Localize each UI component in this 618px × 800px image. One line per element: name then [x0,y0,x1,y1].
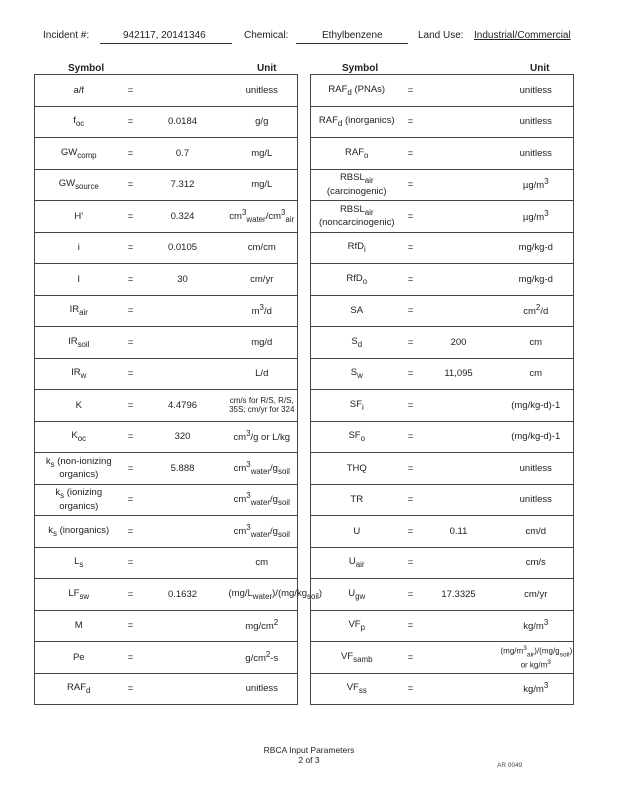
left-table-row [35,138,298,170]
right-table-row [311,232,574,264]
left-row-equals: = [123,327,139,359]
right-row-value [419,421,499,453]
left-row-equals: = [123,421,139,453]
right-row-value: 17.3325 [419,579,499,611]
right-row-symbol: $S_d$ [311,327,403,359]
right-table-row [311,453,574,485]
right-row-symbol: THQ [311,453,403,485]
left-row-unit: mg/L [227,169,298,201]
left-row-symbol: $LF_{sw}$ [35,579,123,611]
left-row-symbol: $IR_{air}$ [35,295,123,327]
right-row-symbol: $U_{gw}$ [311,579,403,611]
right-table-row [311,358,574,390]
footer-page: 2 of 3 [298,755,320,765]
right-row-equals: = [403,453,419,485]
chemical-label: Chemical: [244,30,289,41]
right-row-symbol: $S_w$ [311,358,403,390]
left-row-value: 5.888 [139,453,227,485]
left-row-symbol: Pe [35,642,123,674]
left-row-value: 0.0184 [139,106,227,138]
right-row-value [419,673,499,705]
right-row-equals: = [403,484,419,516]
landuse-label: Land Use: [418,30,464,41]
left-row-symbol: M [35,610,123,642]
left-row-equals: = [123,232,139,264]
right-row-symbol: $VF_{samb}$ [311,642,403,674]
right-row-equals: = [403,75,419,107]
right-table-row [311,516,574,548]
left-row-unit: cm/s for R/S, R/S, 35S; cm/yr for 324 [227,390,298,422]
right-row-value [419,642,499,674]
left-row-value [139,516,227,548]
left-row-unit: cm/yr [227,264,298,296]
left-row-unit: unitless [227,673,298,705]
left-row-symbol: $L_s$ [35,547,123,579]
left-parameter-table [34,74,323,705]
left-row-unit: $mg/cm^2$ [227,610,298,642]
right-row-unit: $kg/m^3$ [499,610,574,642]
left-row-equals: = [123,516,139,548]
right-row-unit: cm/yr [499,579,574,611]
left-table-row [35,169,298,201]
left-row-symbol: $k_s$ (non-ionizing organics) [35,453,123,485]
right-row-value [419,484,499,516]
left-table-row [35,264,298,296]
right-row-value [419,232,499,264]
right-row-value [419,264,499,296]
left-row-symbol: H' [35,201,123,233]
left-row-value [139,75,227,107]
left-row-equals: = [123,579,139,611]
right-row-unit: unitless [499,138,574,170]
left-row-unit: $cm^3_{water}/g_{soil}$ [227,516,298,548]
left-row-equals: = [123,358,139,390]
left-table-row [35,579,298,611]
left-row-symbol: $IR_w$ [35,358,123,390]
right-row-symbol: $RBSL_{air}$ (noncarcinogenic) [311,201,403,233]
right-row-unit: cm/s [499,547,574,579]
right-row-equals: = [403,327,419,359]
left-row-equals: = [123,453,139,485]
left-row-value [139,327,227,359]
left-table-row [35,327,298,359]
right-row-equals: = [403,610,419,642]
left-row-value [139,673,227,705]
left-row-symbol: $IR_{soil}$ [35,327,123,359]
right-row-equals: = [403,516,419,548]
right-row-value [419,453,499,485]
left-row-symbol: $GW_{comp}$ [35,138,123,170]
right-row-equals: = [403,547,419,579]
right-table-row [311,484,574,516]
right-row-unit: $\mu g/m^3$ [499,169,574,201]
chemical-value: Ethylbenzene [322,30,383,41]
left-row-value [139,358,227,390]
right-parameter-table [310,74,574,705]
right-row-unit: cm [499,327,574,359]
right-row-unit: cm [499,358,574,390]
right-table-row [311,295,574,327]
right-table-row [311,610,574,642]
left-row-value: 320 [139,421,227,453]
left-row-unit: cm/cm [227,232,298,264]
right-table-row [311,106,574,138]
left-table-row [35,75,298,107]
left-table-row [35,232,298,264]
right-row-equals: = [403,421,419,453]
right-row-value: 11,095 [419,358,499,390]
incident-underline [100,43,232,44]
left-table-row [35,201,298,233]
left-row-symbol: $K_{oc}$ [35,421,123,453]
left-row-value: 4.4796 [139,390,227,422]
right-row-value [419,169,499,201]
right-row-unit: unitless [499,106,574,138]
right-table-row [311,579,574,611]
left-row-value: 30 [139,264,227,296]
right-table-row [311,642,574,674]
left-row-value: 7.312 [139,169,227,201]
left-table-row [35,295,298,327]
left-row-unit: mg/L [227,138,298,170]
left-row-symbol: $f_{oc}$ [35,106,123,138]
left-row-equals: = [123,201,139,233]
right-row-value [419,138,499,170]
right-row-equals: = [403,232,419,264]
right-row-symbol: U [311,516,403,548]
left-row-unit: cm [227,547,298,579]
left-row-unit: mg/d [227,327,298,359]
left-row-equals: = [123,547,139,579]
left-row-symbol: $k_s$ (inorganics) [35,516,123,548]
right-row-symbol: RfD$_i$ [311,232,403,264]
right-row-equals: = [403,201,419,233]
right-table-row [311,169,574,201]
right-row-symbol: SA [311,295,403,327]
right-table-row [311,390,574,422]
left-table-row [35,358,298,390]
right-unit-heading: Unit [530,63,550,74]
right-table-row [311,673,574,705]
right-row-symbol: $RAF_d$ (inorganics) [311,106,403,138]
left-table-row [35,673,298,705]
right-row-unit: (mg/kg-d)-1 [499,390,574,422]
left-row-equals: = [123,106,139,138]
right-row-value [419,610,499,642]
right-row-unit: cm/d [499,516,574,548]
left-table-row [35,642,298,674]
left-table-row [35,106,298,138]
left-row-symbol: $RAF_d$ [35,673,123,705]
left-row-equals: = [123,642,139,674]
right-row-symbol: $VF_p$ [311,610,403,642]
right-row-unit: unitless [499,453,574,485]
footer-title: RBCA Input Parameters [263,745,355,755]
right-table-row [311,547,574,579]
right-row-unit: $cm^2/d$ [499,295,574,327]
footer-ref: AR 0049 [497,762,523,769]
left-table-row [35,484,298,516]
right-row-equals: = [403,579,419,611]
right-row-unit: mg/kg-d [499,264,574,296]
left-row-value [139,610,227,642]
right-row-unit: $kg/m^3$ [499,673,574,705]
left-row-unit: $m^3/d$ [227,295,298,327]
right-row-equals: = [403,358,419,390]
right-row-value [419,106,499,138]
right-row-value [419,390,499,422]
left-row-unit: $cm^3_{water}/g_{soil}$ [227,453,298,485]
incident-value: 942117, 20141346 [123,30,206,41]
left-table-row [35,390,298,422]
right-table-row [311,75,574,107]
right-row-unit: (mg/kg-d)-1 [499,421,574,453]
left-symbol-heading: Symbol [68,63,105,74]
right-row-symbol: $RAF_d$ (PNAs) [311,75,403,107]
right-row-symbol: $U_{air}$ [311,547,403,579]
right-row-value [419,201,499,233]
chemical-underline [296,43,408,44]
right-row-value [419,295,499,327]
right-row-value: 0.11 [419,516,499,548]
right-row-unit: $\mu g/m^3$ [499,201,574,233]
left-row-equals: = [123,138,139,170]
right-row-unit: unitless [499,75,574,107]
left-row-equals: = [123,169,139,201]
right-row-equals: = [403,390,419,422]
left-row-value: 0.1632 [139,579,227,611]
left-row-equals: = [123,610,139,642]
right-row-unit: unitless [499,484,574,516]
left-row-symbol: $GW_{source}$ [35,169,123,201]
left-row-equals: = [123,484,139,516]
left-row-value [139,642,227,674]
right-row-unit: mg/kg-d [499,232,574,264]
left-row-symbol: K [35,390,123,422]
left-row-value [139,547,227,579]
right-row-symbol: TR [311,484,403,516]
right-row-symbol: $SF_i$ [311,390,403,422]
left-row-value [139,295,227,327]
right-row-value [419,547,499,579]
left-row-unit: $cm^3_{water}/cm^3_{air}$ [227,201,298,233]
left-row-unit: $g/cm^2-s$ [227,642,298,674]
left-row-symbol: i [35,232,123,264]
right-row-equals: = [403,642,419,674]
left-table-row [35,547,298,579]
right-row-symbol: $RBSL_{air}$ (carcinogenic) [311,169,403,201]
left-row-symbol: a/f [35,75,123,107]
left-table-row [35,610,298,642]
right-row-equals: = [403,138,419,170]
left-table-row [35,453,298,485]
left-row-equals: = [123,295,139,327]
right-symbol-heading: Symbol [342,63,379,74]
left-row-value [139,484,227,516]
right-row-symbol: $VF_{ss}$ [311,673,403,705]
left-row-unit: g/g [227,106,298,138]
right-row-unit: $(mg/m^3_{air})/(mg/g_{soil})$ or $kg/m^3$ [499,642,574,674]
right-row-symbol: $SF_o$ [311,421,403,453]
right-row-equals: = [403,264,419,296]
left-row-unit: $cm^3/g$ or L/kg [227,421,298,453]
left-table-row [35,421,298,453]
right-row-equals: = [403,295,419,327]
left-row-unit: unitless [227,75,298,107]
right-table-row [311,327,574,359]
left-row-equals: = [123,75,139,107]
left-row-unit: $cm^3_{water}/g_{soil}$ [227,484,298,516]
left-row-value: 0.324 [139,201,227,233]
right-table-row [311,421,574,453]
incident-label: Incident #: [43,30,90,41]
left-row-symbol: I [35,264,123,296]
right-row-symbol: RfD$_o$ [311,264,403,296]
right-row-equals: = [403,169,419,201]
left-row-symbol: $k_s$ (ionizing organics) [35,484,123,516]
left-table-row [35,516,298,548]
right-row-equals: = [403,106,419,138]
landuse-value: Industrial/Commercial [474,30,571,41]
right-row-symbol: $RAF_o$ [311,138,403,170]
left-row-value: 0.0105 [139,232,227,264]
left-row-value: 0.7 [139,138,227,170]
left-row-equals: = [123,264,139,296]
left-unit-heading: Unit [257,63,277,74]
right-table-row [311,201,574,233]
right-row-equals: = [403,673,419,705]
right-table-row [311,264,574,296]
right-row-value [419,75,499,107]
right-row-value: 200 [419,327,499,359]
left-row-unit: $(mg/L_{water})/(mg/kg_{soil})$ [227,579,298,611]
left-row-equals: = [123,673,139,705]
left-row-unit: L/d [227,358,298,390]
left-row-equals: = [123,390,139,422]
right-table-row [311,138,574,170]
